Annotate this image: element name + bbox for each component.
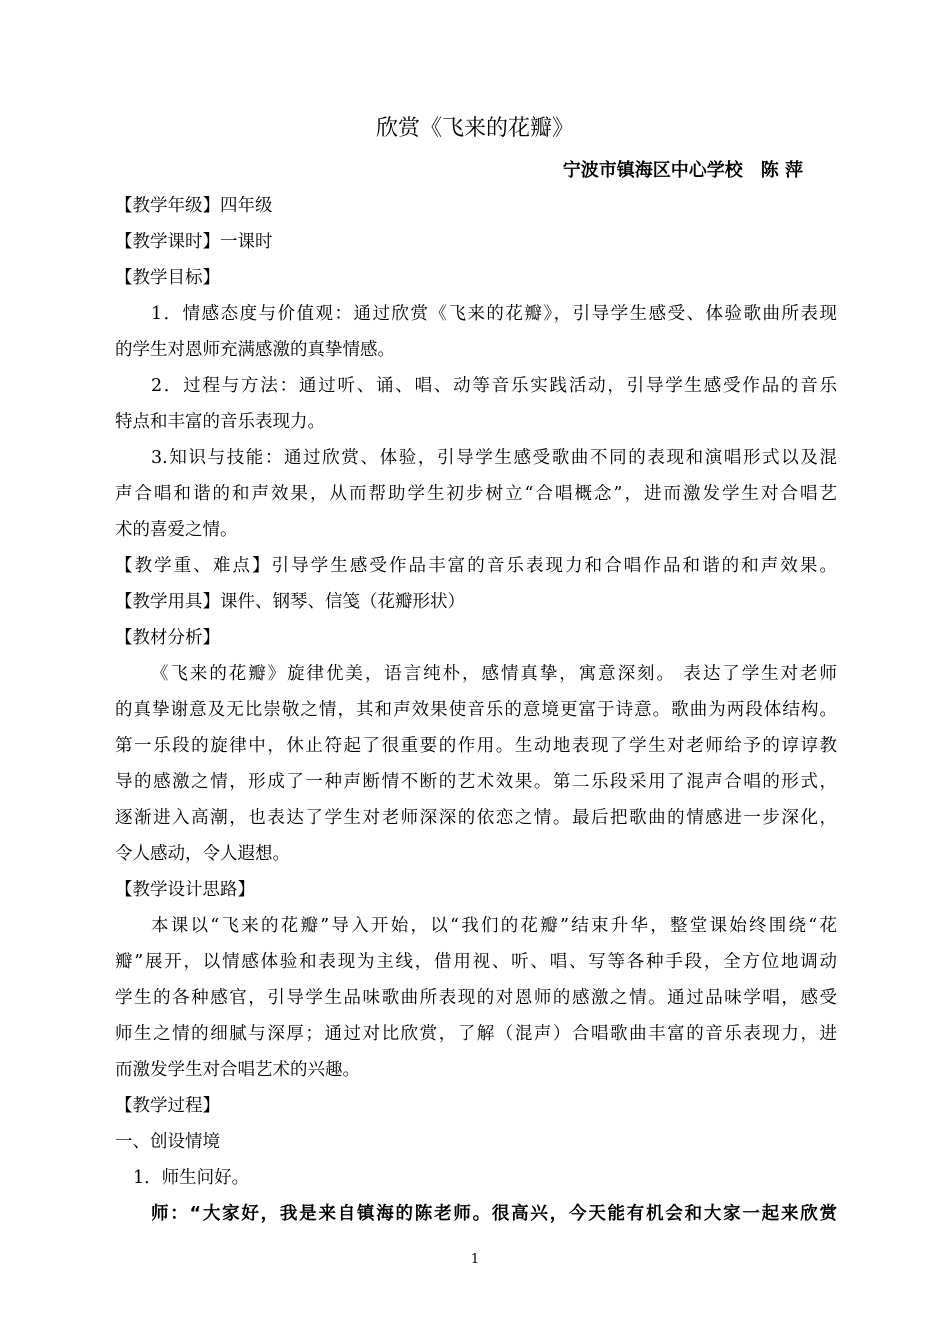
document-title: 欣赏《飞来的花瓣》 [375, 116, 574, 141]
text-line: 2．过程与方法：通过听、诵、唱、动等音乐实践活动，引导学生感受作品的音乐 [151, 376, 837, 396]
text-line: 3.知识与技能：通过欣赏、体验，引导学生感受歌曲不同的表现和演唱形式以及混 [151, 448, 837, 468]
text-line: 1．师生问好。 [133, 1168, 250, 1188]
text-line: 的真挚谢意及无比崇敬之情，其和声效果使音乐的意境更富于诗意。歌曲为两段体结构。 [115, 700, 837, 720]
text-line: 【教学设计思路】 [115, 880, 255, 900]
text-line: 学生的各种感官，引导学生品味歌曲所表现的对恩师的感激之情。通过品味学唱，感受 [115, 988, 837, 1008]
text-line: 瓣”展开，以情感体验和表现为主线，借用视、听、唱、写等各种手段，全方位地调动 [115, 952, 837, 972]
text-line: 一、创设情境 [115, 1132, 220, 1152]
text-line: 【教学重、难点】引导学生感受作品丰富的音乐表现力和合唱作品和谐的和声效果。 [115, 556, 837, 576]
author-line: 宁波市镇海区中心学校 陈 萍 [562, 160, 803, 181]
text-line: 第一乐段的旋律中，休止符起了很重要的作用。生动地表现了学生对老师给予的谆谆教 [115, 736, 837, 756]
text-line: 令人感动，令人遐想。 [115, 844, 290, 864]
text-line: 术的喜爱之情。 [115, 520, 238, 540]
text-line: 特点和丰富的音乐表现力。 [115, 412, 325, 432]
text-line: 【教学目标】 [115, 268, 220, 288]
text-line: 【教材分析】 [115, 628, 220, 648]
text-line: 【教学年级】四年级 [115, 196, 273, 216]
document-body [115, 188, 837, 1232]
page-number: 1 [470, 1252, 480, 1267]
text-line: 导的感激之情，形成了一种声断情不断的艺术效果。第二乐段采用了混声合唱的形式， [115, 772, 837, 792]
text-line: 的学生对恩师充满感激的真挚情感。 [115, 340, 395, 360]
text-line: 【教学用具】课件、钢琴、信笺（花瓣形状） [115, 592, 465, 612]
text-line: 师：“大家好，我是来自镇海的陈老师。很高兴，今天能有机会和大家一起来欣赏 [151, 1204, 837, 1224]
text-line: 而激发学生对合唱艺术的兴趣。 [115, 1060, 360, 1080]
text-line: 师生之情的细腻与深厚；通过对比欣赏，了解（混声）合唱歌曲丰富的音乐表现力，进 [115, 1024, 837, 1044]
text-line: 逐渐进入高潮，也表达了学生对老师深深的依恋之情。最后把歌曲的情感进一步深化， [115, 808, 837, 828]
text-line: 本课以“飞来的花瓣”导入开始，以“我们的花瓣”结束升华，整堂课始终围绕“花 [151, 916, 837, 936]
text-line: 【教学过程】 [115, 1096, 220, 1116]
text-line: 《飞来的花瓣》旋律优美，语言纯朴，感情真挚，寓意深刻。 表达了学生对老师 [151, 664, 837, 684]
text-line: 【教学课时】一课时 [115, 232, 273, 252]
text-line: 1．情感态度与价值观：通过欣赏《飞来的花瓣》，引导学生感受、体验歌曲所表现 [151, 304, 837, 324]
text-line: 声合唱和谐的和声效果，从而帮助学生初步树立“合唱概念”，进而激发学生对合唱艺 [115, 484, 837, 504]
